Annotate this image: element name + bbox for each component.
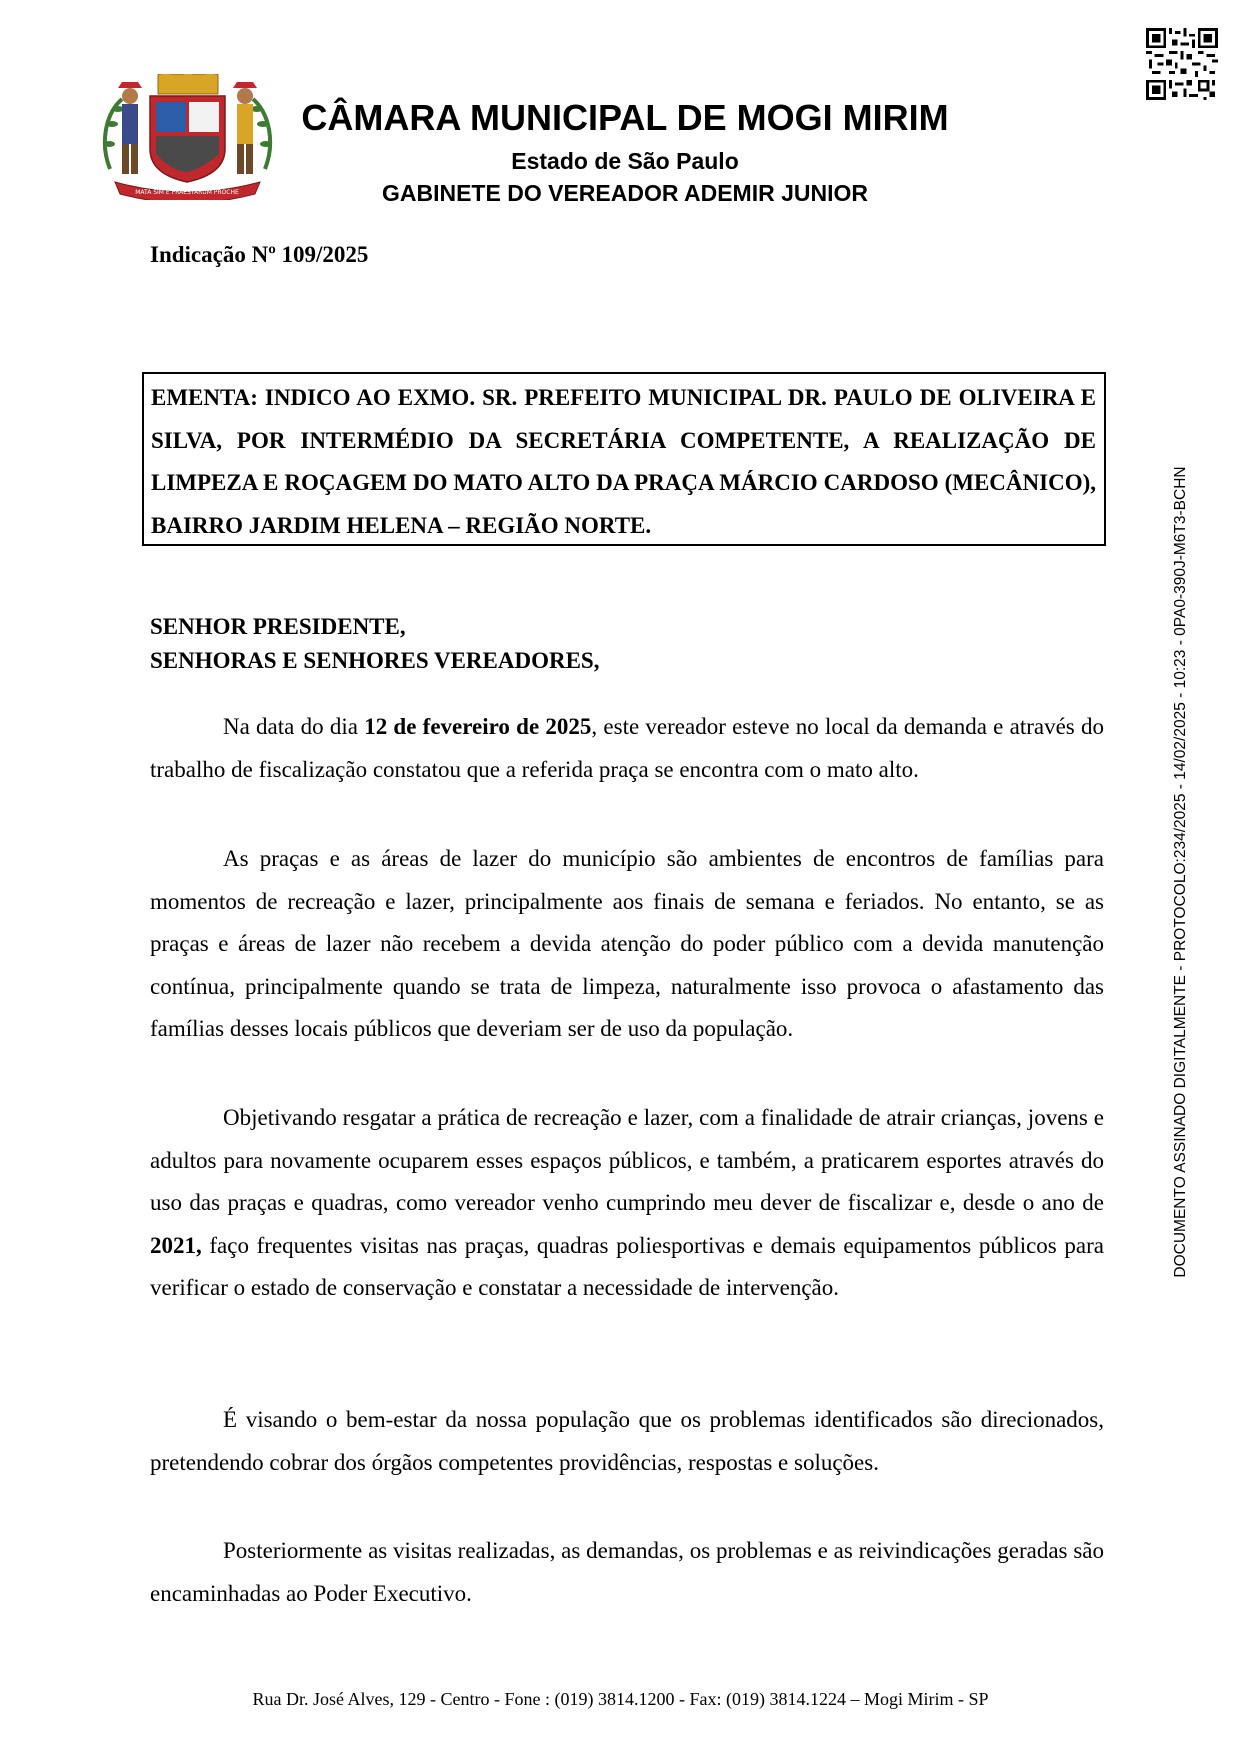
- p1-text-start: Na data do dia: [223, 714, 365, 739]
- p1-date-bold: 12 de fevereiro de 2025: [364, 714, 592, 739]
- paragraph-objective: [150, 1097, 1104, 1310]
- p3-year-bold: 2021,: [150, 1232, 202, 1258]
- institution-title: CÂMARA MUNICIPAL DE MOGI MIRIM: [301, 97, 949, 138]
- paragraph-wellbeing: É visando o bem-estar da nossa população que os problemas identificados são direcionados, pretendendo cobrar dos órgãos competentes providências, respostas e soluções.: [150, 1407, 1104, 1475]
- p3-text-end: faço frequentes visitas nas praças, quadras poliesportivas e demais equipamentos públicos para verificar o estado de conservação e constatar a necessidade de intervenção.: [150, 1232, 1104, 1300]
- paragraph-executive: Posteriormente as visitas realizadas, as demandas, os problemas e as reivindicações geradas são encaminhadas ao Poder Executivo.: [150, 1538, 1104, 1606]
- footer-address: Rua Dr. José Alves, 129 - Centro - Fone : (019) 3814.1200 - Fax: (019) 3814.1224 – Mogi Mirim - SP: [252, 1689, 989, 1709]
- svg-text:MATA SIM E PRAESTARUM PROCHE: MATA SIM E PRAESTARUM PROCHE: [135, 189, 239, 196]
- paragraph-visit: [150, 706, 1104, 791]
- qr-code: [1146, 28, 1218, 100]
- salutation-president: SENHOR PRESIDENTE,: [150, 614, 406, 639]
- paragraph-squares: As praças e as áreas de lazer do município são ambientes de encontros de famílias para momentos de recreação e lazer, principalmente aos finais de semana e feriados. No entanto, se as praças e áreas de lazer não recebem a devida atenção do poder público com a devida manutenção contínua, principalmente quando se trata de limpeza, naturalmente isso provoca o afastamento das famílias desses locais públicos que deveriam ser de uso da população.: [150, 846, 1104, 1041]
- state-subtitle: Estado de São Paulo: [511, 148, 739, 174]
- p3-text-start: Objetivando resgatar a prática de recreação e lazer, com a finalidade de atrair crianças, jovens e adultos para novamente ocuparem esses espaços públicos, e também, a praticarem esportes através do uso das praças e quadras, como vereador venho cumprindo meu dever de fiscalizar e, desde o ano de: [150, 1105, 1104, 1215]
- coat-of-arms-logo: [100, 74, 275, 200]
- digital-signature-stamp: DOCUMENTO ASSINADO DIGITALMENTE - PROTOCOLO:234/2025 - 14/02/2025 - 10:23 - 0PA0-390J-M6T3-BCHN: [1172, 466, 1189, 1278]
- salutation-councilors: SENHORAS E SENHORES VEREADORES,: [150, 648, 600, 673]
- ementa-text: EMENTA: INDICO AO EXMO. SR. PREFEITO MUNICIPAL DR. PAULO DE OLIVEIRA E SILVA, POR INTERMÉDIO DA SECRETÁRIA COMPETENTE, A REALIZAÇÃO DE LIMPEZA E ROÇAGEM DO MATO ALTO DA PRAÇA MÁRCIO CARDOSO (MECÂNICO), BAIRRO JARDIM HELENA – REGIÃO NORTE.: [151, 385, 1096, 538]
- ementa-box: [142, 372, 1106, 546]
- p1-text-end: , este vereador esteve no local da demanda e através do trabalho de fiscalização constatou que a referida praça se encontra com o mato alto.: [150, 714, 1104, 782]
- document-number: Indicação Nº 109/2025: [150, 242, 369, 267]
- office-subtitle: GABINETE DO VEREADOR ADEMIR JUNIOR: [381, 180, 869, 206]
